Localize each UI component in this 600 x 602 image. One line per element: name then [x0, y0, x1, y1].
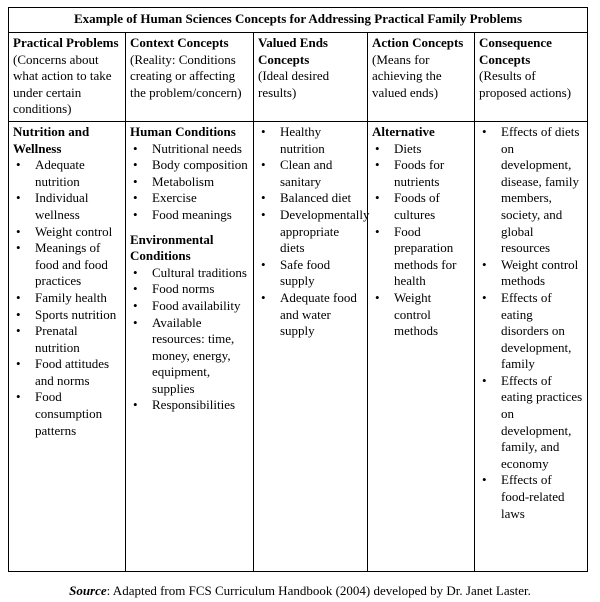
list-item: • Healthy nutrition — [258, 124, 363, 157]
consequence-concepts-list — [479, 124, 583, 522]
group-title-alternative: Alternative — [372, 123, 435, 139]
context-concepts-cell — [126, 121, 254, 571]
list-item: • Nutritional needs — [130, 141, 249, 158]
list-item: • Effects of eating practices on development, family, and economy — [479, 373, 583, 473]
valued-ends-cell — [254, 121, 368, 571]
group-title-environmental-conditions: Environmental Conditions — [130, 231, 214, 264]
list-item: • Food availability — [130, 298, 249, 315]
header-label: Practical Problems — [13, 35, 119, 50]
list-item: • Foods for nutrients — [372, 157, 470, 190]
environmental-conditions-list — [130, 265, 249, 414]
header-label: Consequence Concepts — [479, 35, 552, 67]
list-item: • Adequate nutrition — [13, 157, 121, 190]
header-description: (Reality: Conditions creating or affecting the problem/concern) — [130, 51, 242, 100]
list-item: • Balanced diet — [258, 190, 363, 207]
human-conditions-list — [130, 141, 249, 224]
list-item: • Food preparation methods for health — [372, 224, 470, 290]
list-item: • Metabolism — [130, 174, 249, 191]
source-text: : Adapted from FCS Curriculum Handbook (2004) developed by Dr. Janet Laster. — [106, 583, 531, 598]
header-context-concepts — [126, 33, 254, 122]
header-description: (Means for achieving the valued ends) — [372, 51, 442, 100]
list-item: • Safe food supply — [258, 257, 363, 290]
list-item: • Available resources: time, money, energy, equipment, supplies — [130, 315, 249, 398]
list-item: • Body composition — [130, 157, 249, 174]
list-item: • Adequate food and water supply — [258, 290, 363, 340]
list-item: • Effects of eating disorders on development, family — [479, 290, 583, 373]
header-practical-problems — [9, 33, 126, 122]
list-item: • Weight control — [13, 224, 121, 241]
valued-ends-list — [258, 123, 370, 340]
source-note — [0, 583, 600, 599]
header-valued-ends-concepts — [254, 33, 368, 122]
consequence-concepts-cell — [475, 121, 588, 571]
list-item: • Meanings of food and food practices — [13, 240, 121, 290]
list-item: • Exercise — [130, 190, 249, 207]
action-concepts-list — [372, 141, 470, 340]
group-title-nutrition-wellness: Nutrition and Wellness — [13, 123, 90, 156]
header-description: (Results of proposed actions) — [479, 68, 572, 100]
header-description: (Concerns about what action to take under certain conditions) — [13, 51, 112, 117]
list-item: • Food consumption patterns — [13, 389, 121, 439]
header-label: Context Concepts — [130, 35, 229, 50]
list-item: • Effects of diets on development, disease, family members, society, and global resources — [479, 124, 583, 257]
list-item: • Food norms — [130, 281, 249, 298]
list-item: • Responsibilities — [130, 397, 249, 414]
practical-problems-list — [13, 157, 121, 439]
action-concepts-cell — [368, 121, 475, 571]
list-item: • Developmentally appropriate diets — [258, 207, 363, 257]
list-item: • Individual wellness — [13, 190, 121, 223]
concepts-table — [8, 7, 588, 572]
table-title: Example of Human Sciences Concepts for Addressing Practical Family Problems — [9, 8, 588, 33]
list-item: • Foods of cultures — [372, 190, 470, 223]
source-label: Source — [69, 583, 107, 598]
list-item: • Cultural traditions — [130, 265, 249, 282]
header-label: Valued Ends Concepts — [258, 35, 328, 67]
list-item: • Sports nutrition — [13, 307, 121, 324]
list-item: • Food attitudes and norms — [13, 356, 121, 389]
header-description: (Ideal desired results) — [258, 68, 330, 100]
list-item: • Diets — [372, 141, 470, 158]
header-consequence-concepts — [475, 33, 588, 122]
practical-problems-cell — [9, 121, 126, 571]
header-action-concepts — [368, 33, 475, 122]
list-item: • Family health — [13, 290, 121, 307]
group-title-human-conditions: Human Conditions — [130, 123, 236, 139]
list-item: • Prenatal nutrition — [13, 323, 121, 356]
list-item: • Clean and sanitary — [258, 157, 363, 190]
list-item: • Effects of food-related laws — [479, 472, 583, 522]
header-label: Action Concepts — [372, 35, 464, 50]
list-item: • Weight control methods — [372, 290, 470, 340]
list-item: • Food meanings — [130, 207, 249, 224]
list-item: • Weight control methods — [479, 257, 583, 290]
